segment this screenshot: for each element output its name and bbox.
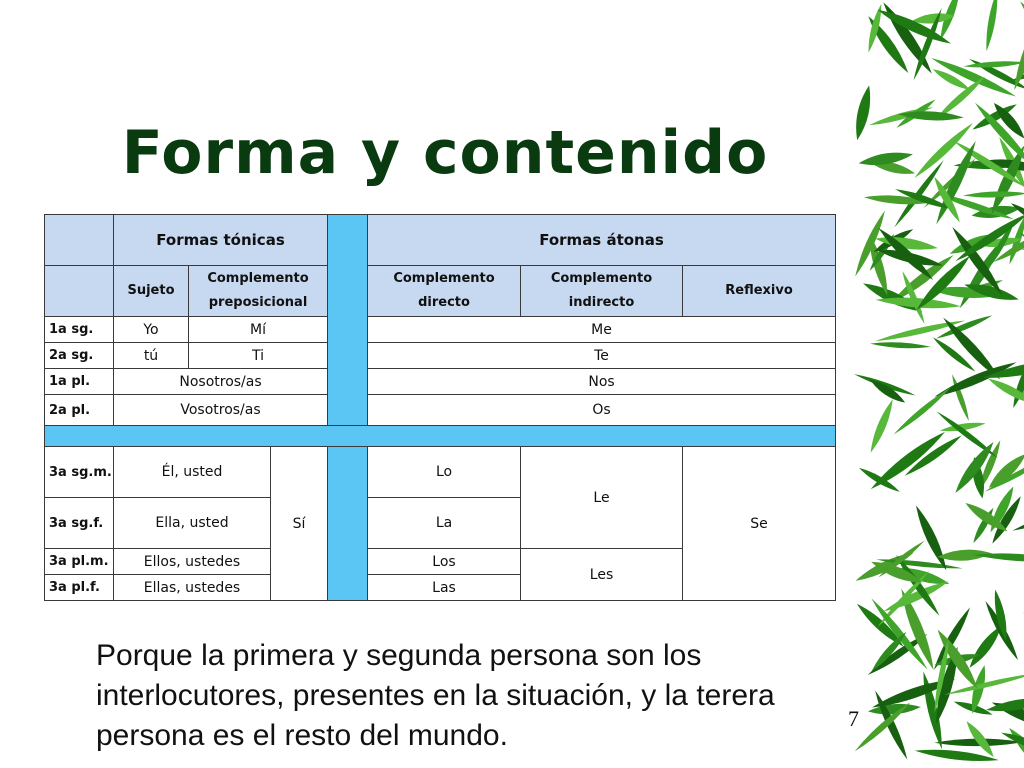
- bamboo-leaf: [867, 398, 897, 455]
- cell-indirecto-plural: Les: [521, 549, 683, 601]
- cell-tonica: Él, usted: [114, 447, 271, 498]
- header-formas-tonicas: Formas tónicas: [114, 215, 328, 266]
- header-formas-atonas: Formas átonas: [368, 215, 836, 266]
- table-row: [45, 369, 836, 395]
- table-header-row: [45, 215, 836, 266]
- row-label: 3a pl.m.: [45, 549, 114, 575]
- bamboo-leaf: [1018, 0, 1024, 49]
- cell-directo: Los: [368, 549, 521, 575]
- header-corner-cell: [45, 215, 114, 266]
- slide-title: Forma y contenido: [121, 118, 769, 188]
- bamboo-leaf: [870, 341, 931, 350]
- subheader-corner-cell: [45, 266, 114, 317]
- row-label: 3a sg.f.: [45, 498, 114, 549]
- table-row: [45, 317, 836, 343]
- cell-reflexivo-atono: Se: [683, 447, 836, 601]
- bamboo-leaf: [983, 0, 1000, 52]
- subheader-complemento-directo: Complemento directo: [368, 266, 521, 317]
- table-row: [45, 343, 836, 369]
- separator-row: [45, 426, 836, 447]
- subheader-complemento-indirecto: Complemento indirecto: [521, 266, 683, 317]
- cell-directo: Lo: [368, 447, 521, 498]
- cell-reflexivo-tonico: Sí: [271, 447, 328, 601]
- bamboo-leaf: [852, 84, 875, 141]
- bamboo-leaf: [892, 385, 952, 436]
- cell-tonica: Nosotros/as: [114, 369, 328, 395]
- row-label: 2a pl.: [45, 395, 114, 426]
- table-row: [45, 447, 836, 498]
- page-number: 7: [848, 706, 859, 731]
- bamboo-leaf: [963, 190, 1024, 198]
- cell-tonica: Ellos, ustedes: [114, 549, 271, 575]
- bamboo-decoration: [834, 0, 1024, 768]
- row-label: 1a sg.: [45, 317, 114, 343]
- cell-tonica: Ellas, ustedes: [114, 575, 271, 601]
- row-label: 3a sg.m.: [45, 447, 114, 498]
- pronoun-table: [44, 214, 836, 601]
- cell-directo: Las: [368, 575, 521, 601]
- cell-atona: Os: [368, 395, 836, 426]
- bamboo-leaf: [933, 358, 1019, 401]
- table-row: [45, 395, 836, 426]
- separator-column-lower: [328, 447, 368, 601]
- cell-preposicional: Mí: [189, 317, 328, 343]
- cell-sujeto: Yo: [114, 317, 189, 343]
- bamboo-leaf: [865, 3, 884, 53]
- cell-tonica: Ella, usted: [114, 498, 271, 549]
- cell-atona: Nos: [368, 369, 836, 395]
- table-subheader-row: [45, 266, 836, 317]
- cell-sujeto: tú: [114, 343, 189, 369]
- subheader-complemento-preposicional: Complemento preposicional: [189, 266, 328, 317]
- subheader-sujeto: Sujeto: [114, 266, 189, 317]
- cell-preposicional: Ti: [189, 343, 328, 369]
- bamboo-leaf: [986, 375, 1024, 407]
- cell-tonica: Vosotros/as: [114, 395, 328, 426]
- row-label: 1a pl.: [45, 369, 114, 395]
- cell-directo: La: [368, 498, 521, 549]
- cell-indirecto-singular: Le: [521, 447, 683, 549]
- separator-column-upper: [328, 215, 368, 426]
- bamboo-leaf: [1005, 725, 1024, 768]
- row-label: 2a sg.: [45, 343, 114, 369]
- cell-atona: Me: [368, 317, 836, 343]
- cell-atona: Te: [368, 343, 836, 369]
- separator-band: [45, 426, 836, 447]
- footer-paragraph: Porque la primera y segunda persona son los interlocutores, presentes en la situación, y la terera persona es el resto del mundo.: [96, 639, 775, 752]
- subheader-reflexivo: Reflexivo: [683, 266, 836, 317]
- row-label: 3a pl.f.: [45, 575, 114, 601]
